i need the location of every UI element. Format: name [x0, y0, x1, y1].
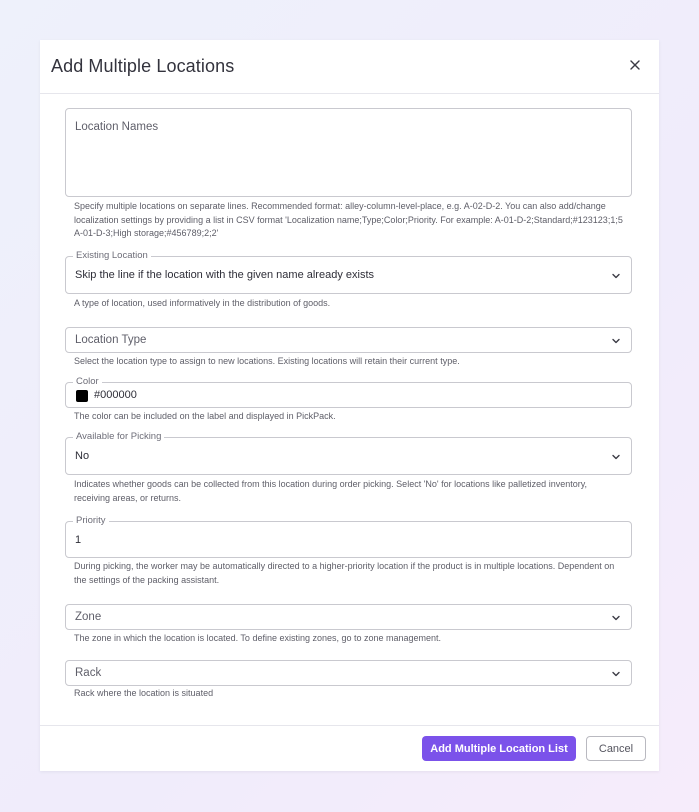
existing-location-select[interactable] — [65, 250, 632, 294]
close-icon — [630, 60, 640, 70]
add-multiple-location-list-button[interactable]: Add Multiple Location List — [422, 736, 576, 761]
rack-placeholder: Rack — [75, 667, 102, 679]
zone-select[interactable] — [65, 604, 632, 630]
dialog-header — [40, 40, 659, 94]
color-value: #000000 — [94, 389, 137, 401]
add-locations-dialog — [40, 40, 659, 771]
chevron-down-icon — [611, 452, 621, 462]
priority-label: Priority — [73, 515, 109, 527]
location-names-helper: Specify multiple locations on separate lines. Recommended format: alley-column-level-place, e.g. A-02-D-2. You can also add/change localization settings by providing a list in CSV format 'Localization name;Type;Color;Priority. For example: A-01-D-2;Standard;#123123;1;5 A-01-D-3;High storage;#456789;2;2' — [74, 201, 623, 239]
available-for-picking-label: Available for Picking — [73, 431, 164, 443]
color-field[interactable] — [65, 376, 632, 408]
available-for-picking-helper: Indicates whether goods can be collected from this location during order picking. Select 'No' for locations like palletized inventory, receiving areas, or returns. — [74, 479, 588, 503]
color-swatch[interactable] — [76, 390, 88, 402]
chevron-down-icon — [611, 271, 621, 281]
location-type-select[interactable] — [65, 327, 632, 353]
cancel-button[interactable]: Cancel — [586, 736, 646, 761]
existing-location-value: Skip the line if the location with the given name already exists — [75, 269, 374, 281]
dialog-footer — [40, 725, 659, 771]
chevron-down-icon — [611, 336, 621, 346]
location-names-placeholder: Location Names — [75, 121, 159, 133]
color-helper: The color can be included on the label and displayed in PickPack. — [74, 411, 336, 421]
priority-input[interactable] — [65, 515, 632, 558]
location-type-placeholder: Location Type — [75, 334, 147, 346]
available-for-picking-value: No — [75, 450, 90, 462]
zone-placeholder: Zone — [75, 611, 102, 623]
rack-helper: Rack where the location is situated — [74, 688, 214, 698]
chevron-down-icon — [611, 669, 621, 679]
existing-location-helper: A type of location, used informatively in the distribution of goods. — [74, 298, 331, 308]
priority-value: 1 — [75, 534, 82, 546]
zone-helper: The zone in which the location is located. To define existing zones, go to zone management. — [74, 633, 442, 643]
priority-helper: During picking, the worker may be automatically directed to a higher-priority location if the product is in multiple locations. Dependent on the settings of the packing assistant. — [74, 561, 615, 585]
rack-select[interactable] — [65, 660, 632, 686]
location-type-helper: Select the location type to assign to new locations. Existing locations will retain their current type. — [74, 356, 460, 366]
dialog-title: Add Multiple Locations — [51, 56, 235, 76]
existing-location-label: Existing Location — [73, 250, 151, 262]
close-button[interactable] — [625, 55, 645, 75]
available-for-picking-select[interactable] — [65, 431, 632, 475]
color-label: Color — [73, 376, 102, 388]
chevron-down-icon — [611, 613, 621, 623]
location-names-textarea[interactable] — [65, 108, 632, 197]
